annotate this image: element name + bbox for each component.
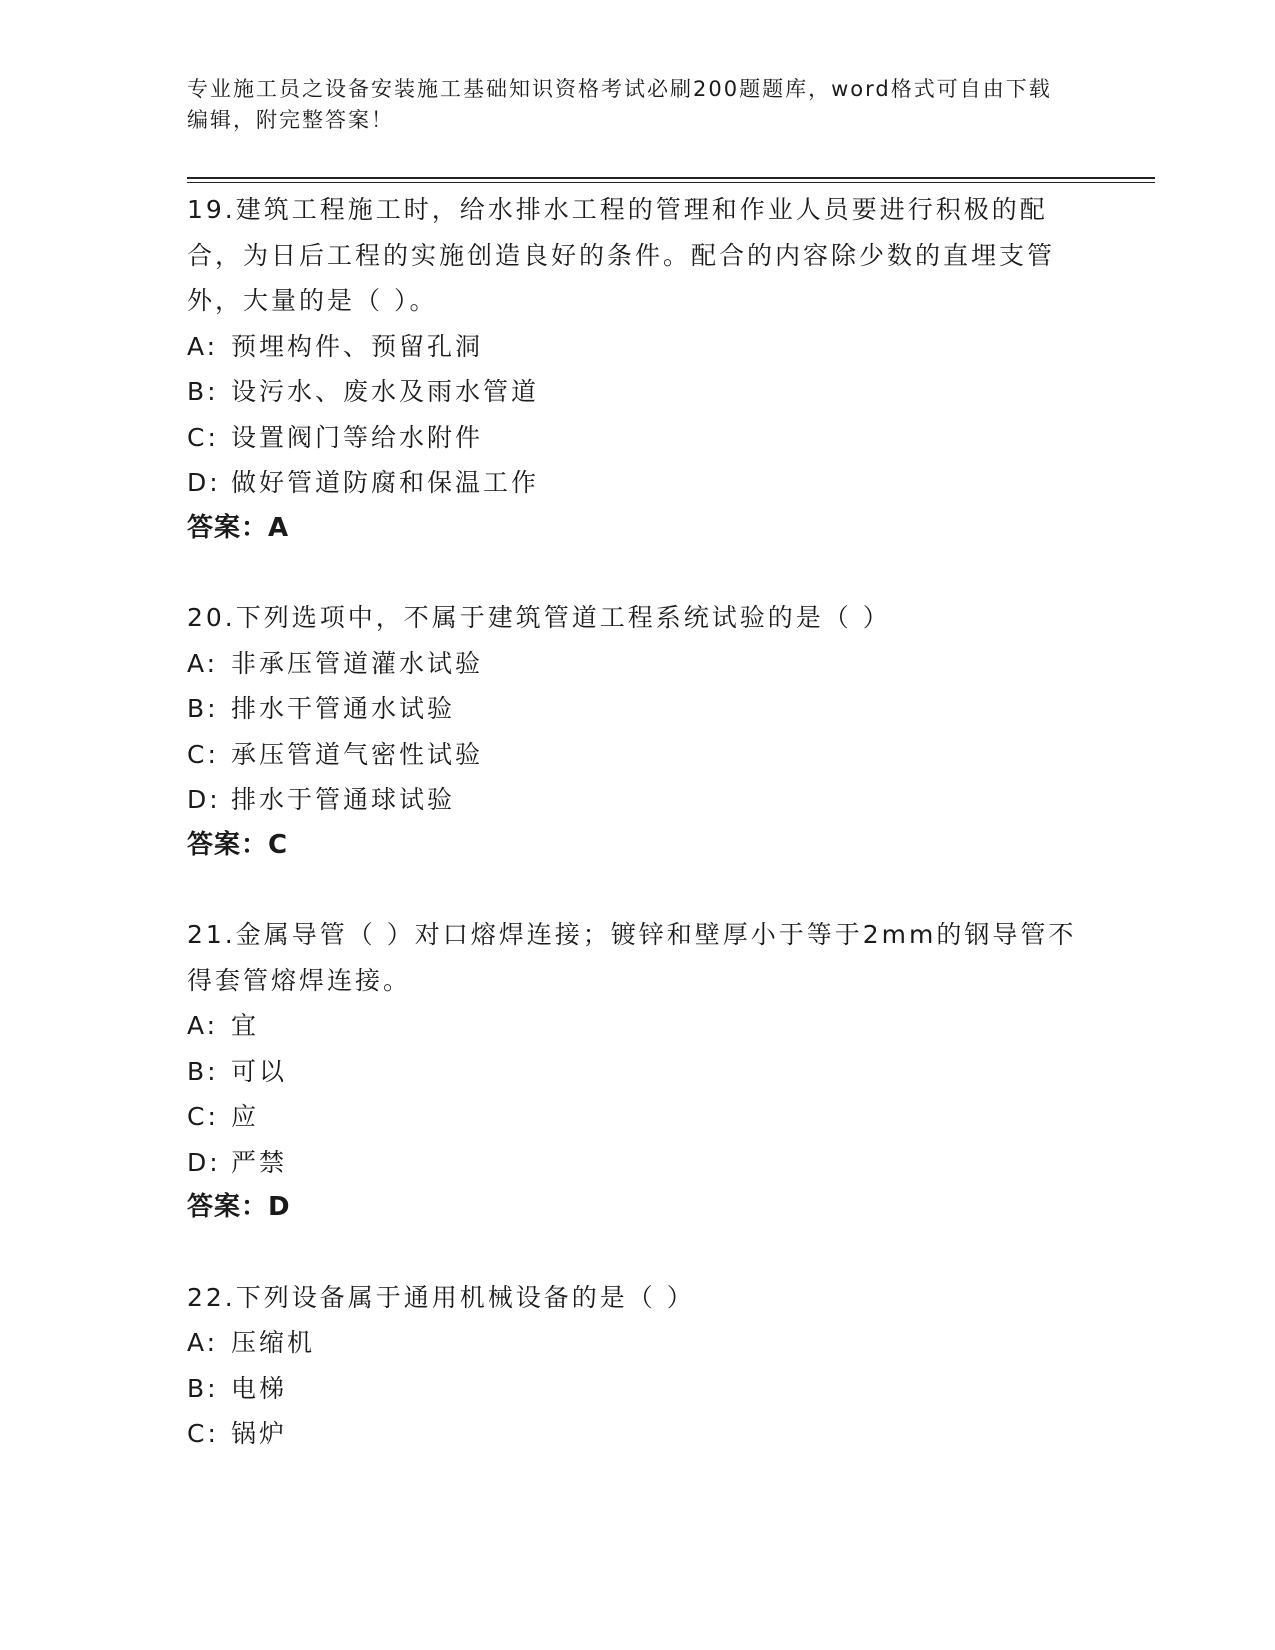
- option-a: [187, 1320, 1087, 1366]
- option-letter: A:: [187, 1328, 219, 1357]
- question-22: [187, 1275, 1087, 1457]
- option-text: 可以: [231, 1056, 288, 1086]
- option-text: 预埋构件、预留孔洞: [231, 331, 484, 361]
- option-letter: C:: [187, 422, 219, 452]
- option-text: 设置阀门等给水附件: [231, 422, 484, 452]
- option-letter: B:: [187, 694, 219, 723]
- option-text: 承压管道气密性试验: [231, 739, 484, 769]
- option-c: [187, 1094, 1087, 1140]
- question-text: 21.金属导管（ ）对口熔焊连接；镀锌和壁厚小于等于2mm的钢导管不得套管熔焊连接。: [187, 920, 1077, 995]
- option-letter: C:: [187, 1419, 219, 1448]
- option-text: 做好管道防腐和保温工作: [231, 468, 540, 497]
- option-text: 设污水、废水及雨水管道: [231, 377, 540, 406]
- option-letter: C:: [187, 1102, 219, 1131]
- option-b: [187, 686, 1087, 732]
- option-letter: A:: [187, 331, 219, 361]
- option-b: [187, 1366, 1087, 1412]
- question-21: [187, 912, 1087, 1231]
- header-divider-thin: [187, 182, 1155, 183]
- option-text: 宜: [231, 1011, 260, 1040]
- question-text: 22.下列设备属于通用机械设备的是（ ）: [187, 1282, 695, 1312]
- option-letter: B:: [187, 1056, 219, 1086]
- header-divider-thick: [187, 177, 1155, 179]
- option-letter: C:: [187, 739, 219, 769]
- option-b: [187, 369, 1087, 415]
- answer-line: 答案：A: [187, 512, 290, 543]
- option-a: [187, 1003, 1087, 1049]
- option-letter: B:: [187, 1373, 219, 1403]
- option-letter: A:: [187, 1011, 219, 1040]
- option-text: 排水干管通水试验: [231, 694, 456, 723]
- option-text: 严禁: [231, 1147, 288, 1177]
- option-c: [187, 732, 1087, 778]
- question-19: [187, 187, 1087, 551]
- option-text: 电梯: [231, 1373, 288, 1403]
- question-text: 19.建筑工程施工时，给水排水工程的管理和作业人员要进行积极的配合，为日后工程的实施创造良好的条件。配合的内容除少数的直埋支管外，大量的是（ ）。: [187, 195, 1056, 315]
- option-letter: D:: [187, 1147, 221, 1177]
- option-c: [187, 415, 1087, 461]
- option-b: [187, 1049, 1087, 1095]
- question-text: 20.下列选项中，不属于建筑管道工程系统试验的是（ ）: [187, 603, 891, 632]
- option-text: 非承压管道灌水试验: [231, 648, 484, 678]
- option-c: [187, 1411, 1087, 1457]
- option-d: [187, 1140, 1087, 1186]
- answer-line: 答案：C: [187, 829, 289, 860]
- option-text: 压缩机: [231, 1328, 316, 1357]
- answer-line: 答案：D: [187, 1192, 291, 1222]
- option-letter: D:: [187, 785, 221, 814]
- option-d: [187, 777, 1087, 823]
- option-d: [187, 460, 1087, 506]
- option-letter: D:: [187, 468, 221, 497]
- question-list: [187, 187, 1087, 1501]
- question-20: [187, 595, 1087, 868]
- option-a: [187, 324, 1087, 370]
- option-text: 锅炉: [231, 1419, 288, 1448]
- option-text: 应: [231, 1102, 260, 1131]
- document-header: 专业施工员之设备安装施工基础知识资格考试必刷200题题库，word格式可自由下载编辑，附完整答案！: [187, 77, 1052, 132]
- option-text: 排水于管通球试验: [231, 785, 456, 814]
- option-a: [187, 641, 1087, 687]
- option-letter: B:: [187, 377, 219, 406]
- option-letter: A:: [187, 648, 219, 678]
